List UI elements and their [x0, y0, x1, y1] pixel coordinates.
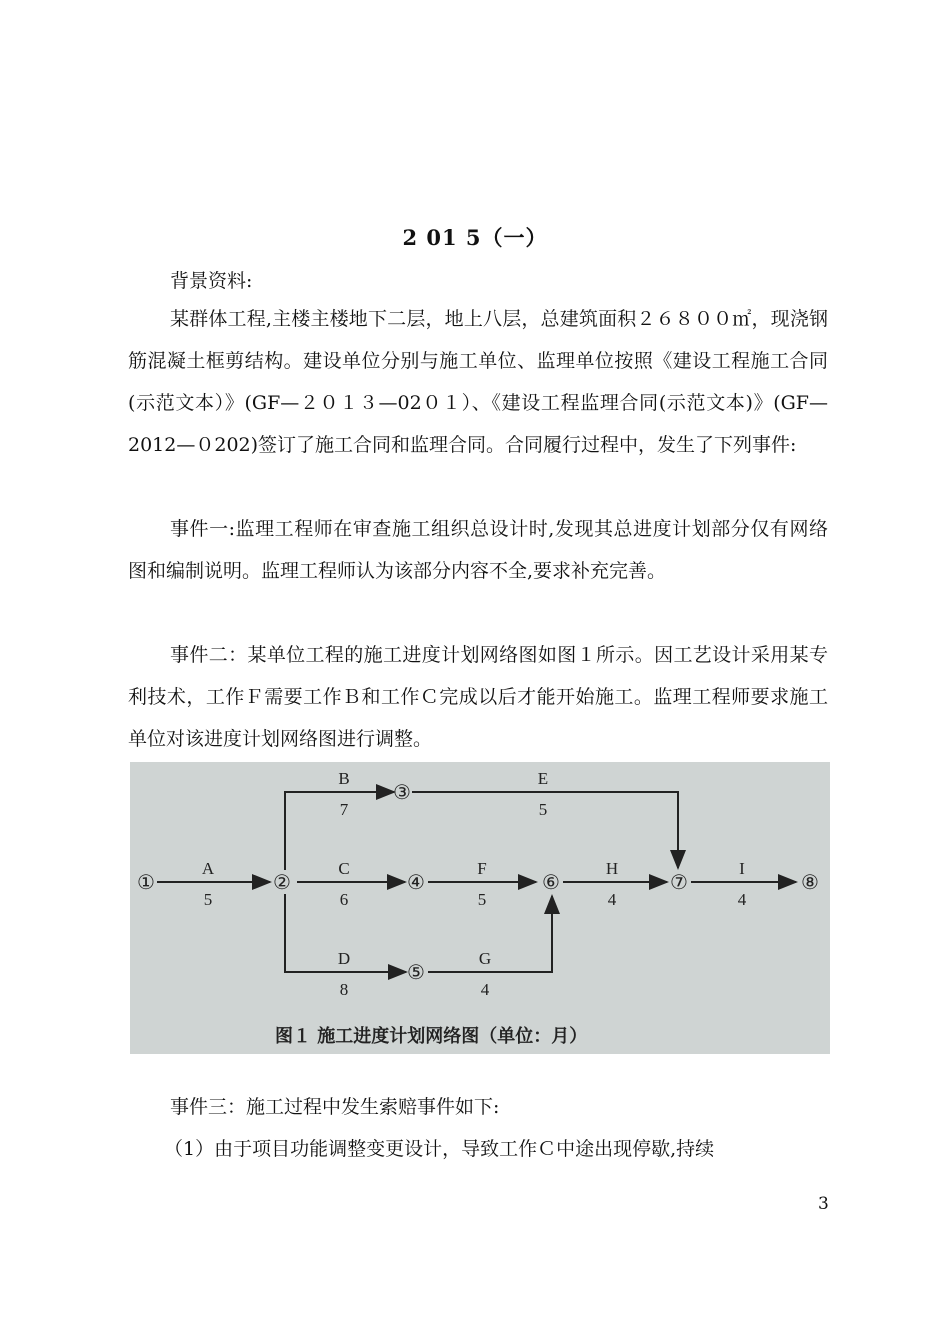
- activity-label-d: D: [337, 949, 351, 968]
- activity-duration-f: 5: [477, 890, 487, 909]
- paragraph-claim-1: （1）由于项目功能调整变更设计，导致工作Ｃ中途出现停歇,持续: [164, 1138, 715, 1160]
- activity-duration-h: 4: [607, 890, 617, 909]
- node-5: ⑤: [407, 962, 425, 984]
- activity-label-g: G: [478, 949, 492, 968]
- activity-duration-c: 6: [339, 890, 349, 909]
- activity-duration-i: 4: [737, 890, 747, 909]
- activity-duration-g: 4: [480, 980, 490, 999]
- node-6: ⑥: [542, 872, 560, 894]
- activity-label-e: E: [537, 769, 549, 788]
- paragraph-event-1: 事件一:监理工程师在审查施工组织总设计时,发现其总进度计划部分仅有网络图和编制说明。监理工程师认为该部分内容不全,要求补充完善。: [128, 518, 828, 582]
- node-8: ⑧: [801, 872, 819, 894]
- activity-duration-a: 5: [203, 890, 213, 909]
- activity-label-f: F: [477, 859, 487, 878]
- paragraph-event-2: 事件二：某单位工程的施工进度计划网络图如图１所示。因工艺设计采用某专利技术，工作Ｆ需要工作Ｂ和工作Ｃ完成以后才能开始施工。监理工程师要求施工单位对该进度计划网络图进行调整。: [128, 644, 828, 750]
- node-1: ①: [137, 872, 155, 894]
- activity-duration-b: 7: [339, 800, 349, 819]
- activity-label-h: H: [605, 859, 619, 878]
- page-title: 2 01 5（一）: [402, 225, 548, 250]
- activity-label-i: I: [739, 859, 745, 878]
- page-number: 3: [818, 1194, 829, 1214]
- node-4: ④: [407, 872, 425, 894]
- paragraph-background: 背景资料:: [170, 270, 253, 292]
- network-diagram: [130, 762, 830, 1054]
- activity-duration-d: 8: [339, 980, 349, 999]
- activity-label-c: C: [338, 859, 350, 878]
- network-diagram-figure: [130, 762, 830, 1054]
- node-7: ⑦: [670, 872, 688, 894]
- node-3: ③: [393, 782, 411, 804]
- paragraph-project: 某群体工程,主楼主楼地下二层，地上八层，总建筑面积２６８００㎡，现浇钢筋混凝土框剪结构。建设单位分别与施工单位、监理单位按照《建设工程施工合同(示范文本）》(GF—２０１３—02０１）、《建设工程监理合同(示范文本)》(GF—2012—０202)签订了施工合同和监理合同。合同履行过程中，发生了下列事件:: [128, 308, 828, 456]
- paragraph-event-3: 事件三：施工过程中发生索赔事件如下:: [170, 1096, 500, 1118]
- node-2: ②: [273, 872, 291, 894]
- activity-label-b: B: [338, 769, 350, 788]
- figure-caption: 图１ 施工进度计划网络图（单位：月）: [275, 1026, 588, 1047]
- activity-label-a: A: [201, 859, 215, 878]
- activity-duration-e: 5: [538, 800, 548, 819]
